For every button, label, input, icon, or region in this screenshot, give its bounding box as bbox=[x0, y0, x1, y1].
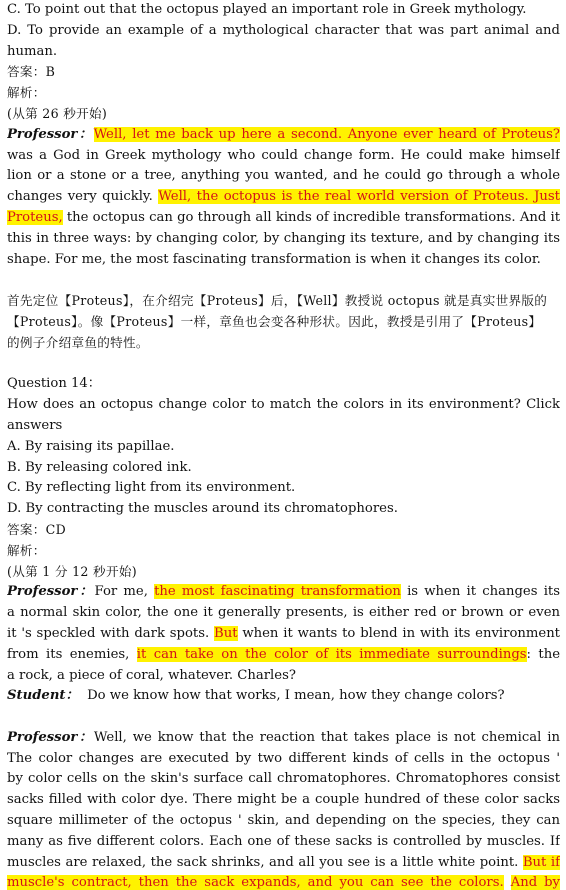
highlight: But bbox=[214, 625, 238, 641]
q13-answer: 答案：B bbox=[7, 64, 56, 80]
speaker-professor: Professor： bbox=[7, 729, 94, 745]
p2-line-1 bbox=[7, 582, 560, 603]
p3-line-7 bbox=[7, 853, 560, 874]
q14-option-a: A. By raising its papillae. bbox=[7, 438, 175, 454]
zh-analysis-line-3: 的例子介绍章鱼的特性。 bbox=[7, 334, 149, 350]
p1-line-5 bbox=[7, 208, 560, 229]
p3-line-6: many as five different colors. Each one of these sacks is controlled by muscles. If bbox=[7, 833, 560, 849]
p1-line-3: lion or a stone or a tree, anything you wanted, and he could go through a whole bbox=[7, 168, 560, 184]
p3-line-2: The color changes are executed by two different kinds of cells in the octopus ' bbox=[7, 750, 560, 766]
speaker-professor: Professor： bbox=[7, 584, 95, 600]
p1-line-7: shape. For me, the most fascinating transformation is when it changes its color. bbox=[7, 251, 541, 267]
spacer bbox=[7, 270, 560, 291]
spacer bbox=[7, 707, 560, 728]
highlight: And by bbox=[7, 875, 560, 890]
highlight: it can take on the color of its immediate surroundings bbox=[136, 646, 527, 662]
p3-line-3: by color cells on the skin's surface call chromatophores. Chromatophores consist bbox=[7, 771, 560, 787]
text: the octopus can go through all kinds of incredible transformations. And it bbox=[66, 209, 560, 225]
highlight: muscle's contract, then the sack expands, and you can see the colors. bbox=[7, 875, 504, 890]
text: For me, bbox=[94, 584, 155, 600]
p3-line-5: square millimeter of the octopus ' skin, and depending on the species, they can bbox=[7, 813, 560, 829]
p3-line-8 bbox=[7, 873, 560, 890]
speaker-student: Student： bbox=[7, 688, 79, 704]
q14-prompt: How does an octopus change color to match the colors in its environment? Click bbox=[7, 397, 560, 413]
q13-option-d-cont: human. bbox=[7, 43, 58, 59]
p2-line-5: a rock, a piece of coral, whatever. Charles? bbox=[7, 667, 296, 683]
text: : the bbox=[526, 646, 560, 662]
highlight: Well, the octopus is the real world version of Proteus. Just bbox=[7, 189, 560, 208]
q14-timestamp: (从第 1 分 12 秒开始) bbox=[7, 563, 137, 579]
zh-analysis-line-2: 【Proteus】。像【Proteus】一样，章鱼也会变各种形状。因此，教授是引用了【Proteus】 bbox=[7, 313, 542, 329]
zh-analysis-line-1: 首先定位【Proteus】，在介绍完【Proteus】后，【Well】教授说 octopus 就是真实世界版的 bbox=[7, 293, 548, 309]
speaker-professor: Professor： bbox=[7, 126, 94, 142]
q13-option-d: D. To provide an example of a mythological character that was part animal and bbox=[7, 22, 560, 38]
text: changes very quickly. bbox=[7, 189, 159, 205]
highlight: But if bbox=[7, 855, 560, 874]
text: is when it changes its bbox=[407, 584, 560, 600]
q14-option-b: B. By releasing colored ink. bbox=[7, 459, 192, 475]
p3-line-4: sacks filled with color dye. There might be a couple hundred of these color sacks bbox=[7, 792, 560, 808]
p2-line-3 bbox=[7, 624, 560, 645]
q13-option-c: C. To point out that the octopus played an important role in Greek mythology. bbox=[7, 2, 527, 17]
q13-analysis-label: 解析： bbox=[7, 85, 46, 101]
q14-analysis-label: 解析： bbox=[7, 542, 46, 558]
q14-prompt-cont: answers bbox=[7, 417, 63, 433]
p1-line-1 bbox=[7, 125, 560, 146]
text: from its enemies, bbox=[7, 646, 137, 662]
p1-line-2: was a God in Greek mythology who could change form. He could make himself bbox=[7, 147, 560, 163]
p2-line-2: a normal skin color, the one it generally presents, is either red or brown or even bbox=[7, 605, 560, 621]
p3-line-1 bbox=[7, 728, 560, 749]
text: Well, we know that the reaction that takes place is not chemical in bbox=[93, 729, 560, 745]
q14-option-d: D. By contracting the muscles around its chromatophores. bbox=[7, 501, 398, 517]
p2-line-4 bbox=[7, 645, 560, 666]
student-line bbox=[7, 686, 560, 707]
q14-option-c: C. By reflecting light from its environment. bbox=[7, 480, 296, 496]
highlight: Proteus, bbox=[7, 209, 63, 225]
text: it 's speckled with dark spots. bbox=[7, 625, 215, 641]
p1-line-6: this in three ways: by changing color, by changing its texture, and by changing its bbox=[7, 230, 560, 246]
highlight: Well, let me back up here a second. Anyone ever heard of Proteus? bbox=[93, 126, 560, 142]
q13-timestamp: (从第 26 秒开始) bbox=[7, 105, 108, 121]
spacer bbox=[7, 354, 560, 375]
text: when it wants to blend in with its environment bbox=[242, 625, 560, 641]
p1-line-4 bbox=[7, 187, 560, 208]
text bbox=[504, 875, 511, 890]
q14-title: Question 14： bbox=[7, 376, 101, 392]
q14-answer: 答案：CD bbox=[7, 521, 67, 537]
text: muscles are relaxed, the sack shrinks, and all you see is a little white point. bbox=[7, 854, 523, 870]
text: Do we know how that works, I mean, how they change colors? bbox=[87, 688, 505, 704]
highlight: the most fascinating transformation bbox=[154, 584, 401, 600]
